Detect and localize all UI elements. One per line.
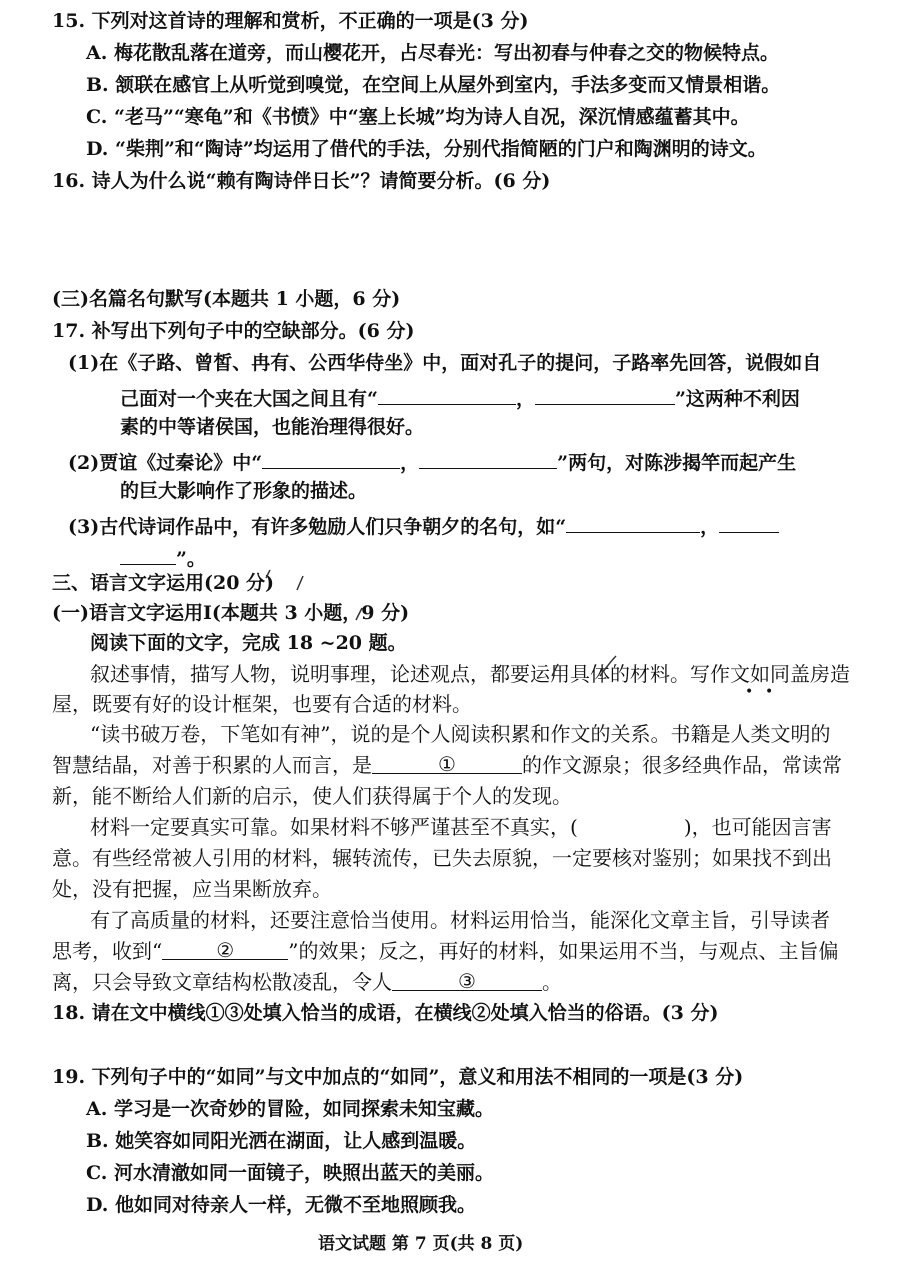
q17-item1-line2: 己面对一个夹在大国之间且有“ ， ”这两种不利因 bbox=[120, 388, 800, 410]
pencil-tick bbox=[266, 570, 270, 578]
passage-p1-line2: 屋，既要有好的设计框架，也要有合适的材料。 bbox=[52, 692, 472, 716]
emphasis-dot: • bbox=[745, 684, 754, 700]
passage-p1-line1: 叙述事情，描写人物，说明事理，论述观点，都要运用具体的材料。写作文如同盖房造 bbox=[90, 662, 850, 686]
q15-option-d: D. “柴荆”和“陶诗”均运用了借代的手法，分别代指简陋的门户和陶渊明的诗文。 bbox=[86, 138, 767, 160]
passage-p3-line3: 处，没有把握，应当果断放弃。 bbox=[52, 877, 332, 901]
pencil-tick bbox=[297, 576, 303, 590]
passage-p3-line2: 意。有些经常被人引用的材料，辗转流传，已失去原貌，一定要核对鉴别；如果找不到出 bbox=[52, 846, 832, 870]
part-3-subheading: (一)语言文字运用Ⅰ(本题共 3 小题，9 分) bbox=[52, 602, 410, 624]
q15-option-a: A. 梅花散乱落在道旁，而山樱花开，占尽春光：写出初春与仲春之交的物候特点。 bbox=[86, 42, 779, 64]
q16-stem: 16. 诗人为什么说“赖有陶诗伴日长”？请简要分析。(6 分) bbox=[52, 170, 551, 192]
q19-option-c: C. 河水清澈如同一面镜子，映照出蓝天的美丽。 bbox=[86, 1162, 495, 1184]
q17-item3-line1: (3)古代诗词作品中，有许多勉励人们只争朝夕的名句，如“ ， bbox=[68, 514, 779, 537]
passage-p3-line1: 材料一定要真实可靠。如果材料不够严谨甚至不真实，( )，也可能因言害 bbox=[90, 815, 832, 839]
q19-option-a: A. 学习是一次奇妙的冒险，如同探索未知宝藏。 bbox=[86, 1098, 494, 1120]
q19-option-d: D. 他如同对待亲人一样，无微不至地照顾我。 bbox=[86, 1194, 477, 1216]
q17-item1-line3: 素的中等诸侯国，也能治理得很好。 bbox=[120, 416, 425, 438]
emphasis-dot: • bbox=[765, 684, 774, 700]
section-3-heading: (三)名篇名句默写(本题共 1 小题，6 分) bbox=[52, 288, 401, 310]
pencil-tick bbox=[552, 664, 558, 676]
passage-p4-line3: 离，只会导致文章结构松散凌乱，令人 ③ 。 bbox=[52, 969, 562, 994]
answer-blank-3[interactable]: ③ bbox=[392, 972, 542, 991]
q18-stem: 18. 请在文中横线①③处填入恰当的成语，在横线②处填入恰当的俗语。(3 分) bbox=[52, 1002, 719, 1024]
answer-blank-1[interactable]: ① bbox=[372, 755, 522, 774]
q17-item1-line1: (1)在《子路、曾皙、冉有、公西华侍坐》中，面对孔子的提问，子路率先回答，说假如自 bbox=[68, 352, 822, 374]
q15-stem: 15. 下列对这首诗的理解和赏析，不正确的一项是(3 分) bbox=[52, 10, 529, 32]
q19-stem: 19. 下列句子中的“如同”与文中加点的“如同”，意义和用法不相同的一项是(3 分) bbox=[52, 1066, 744, 1088]
q17-item3-line2: ”。 bbox=[120, 546, 206, 569]
pencil-tick bbox=[600, 656, 616, 676]
q15-option-c: C. “老马”“寒龟”和《书愤》中“塞上长城”均为诗人自况，深沉情感蕴蓄其中。 bbox=[86, 106, 750, 128]
answer-blank-2[interactable]: ② bbox=[162, 941, 288, 960]
passage-p2-line3: 新，能不断给人们新的启示，使人们获得属于个人的发现。 bbox=[52, 784, 572, 808]
passage-p4-line2: 思考，收到“ ② ”的效果；反之，再好的材料，如果运用不当，与观点、主旨偏 bbox=[52, 938, 839, 963]
q19-option-b: B. 她笑容如同阳光洒在湖面，让人感到温暖。 bbox=[86, 1130, 477, 1152]
passage-p4-line1: 有了高质量的材料，还要注意恰当使用。材料运用恰当，能深化文章主旨，引导读者 bbox=[90, 908, 830, 932]
part-3-heading: 三、语言文字运用(20 分) bbox=[52, 572, 275, 594]
q17-item2-line1: (2)贾谊《过秦论》中“ ， ”两句，对陈涉揭竿而起产生 bbox=[68, 452, 797, 474]
q17-stem: 17. 补写出下列句子中的空缺部分。(6 分) bbox=[52, 320, 415, 342]
page-footer: 语文试题 第 7 页(共 8 页) bbox=[318, 1234, 524, 1254]
pencil-tick bbox=[356, 608, 362, 620]
q15-option-b: B. 颔联在感官上从听觉到嗅觉，在空间上从屋外到室内，手法多变而又情景相谐。 bbox=[86, 74, 781, 96]
passage-p2-line1: “读书破万卷，下笔如有神”，说的是个人阅读积累和作文的关系。书籍是人类文明的 bbox=[90, 722, 831, 746]
q17-item2-line2: 的巨大影响作了形象的描述。 bbox=[120, 480, 368, 502]
passage-p2-line2: 智慧结晶，对善于积累的人而言，是 ① 的作文源泉；很多经典作品，常读常 bbox=[52, 752, 842, 777]
reading-instruction: 阅读下面的文字，完成 18 ~20 题。 bbox=[90, 632, 407, 654]
